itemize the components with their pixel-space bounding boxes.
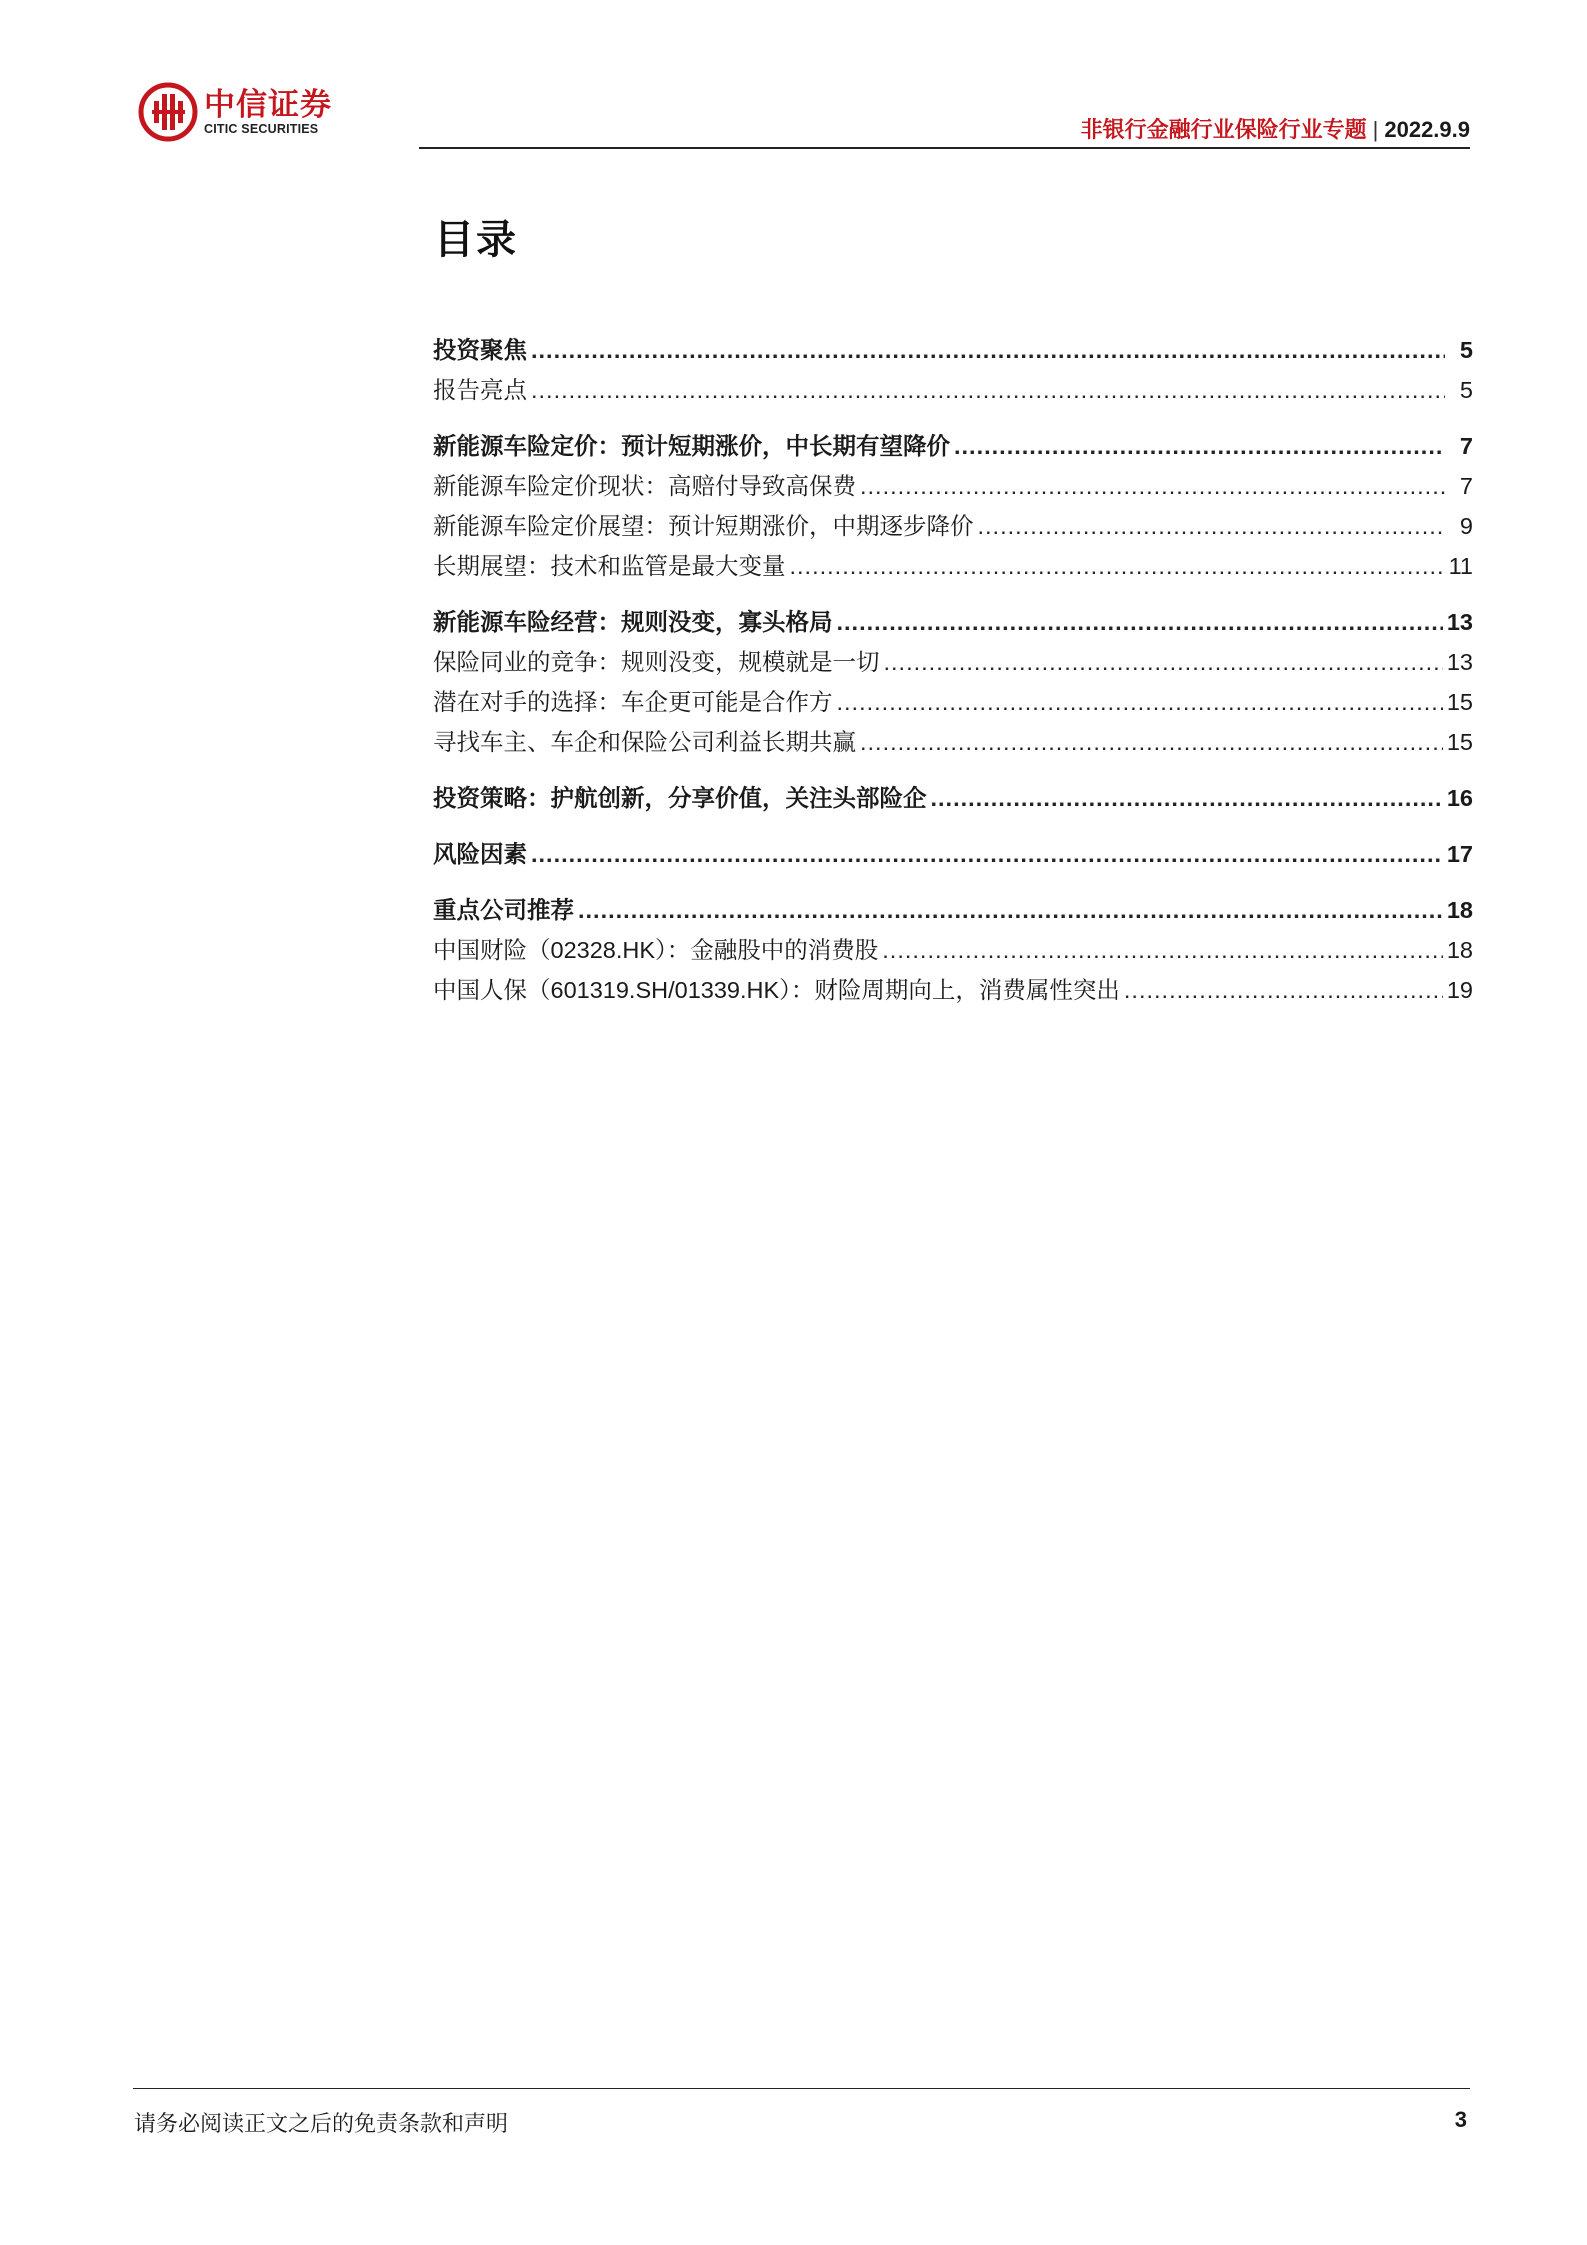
toc-dot-leader	[790, 546, 1445, 586]
toc-entry-text: 新能源车险定价展望：预计短期涨价，中期逐步降价	[433, 513, 974, 539]
toc-entry-page: 18	[1446, 897, 1473, 923]
report-header	[1081, 113, 1470, 144]
toc-entry-page: 13	[1446, 609, 1473, 635]
toc-entry-text: 中国财险（02328.HK）：金融股中的消费股	[433, 937, 879, 963]
table-of-contents	[433, 330, 1473, 1010]
toc-entry-text: 潜在对手的选择：车企更可能是合作方	[433, 689, 833, 715]
toc-entry-text: 重点公司推荐	[433, 897, 574, 923]
toc-entry-major[interactable]	[433, 426, 1473, 466]
toc-dot-leader	[954, 426, 1445, 466]
footer-disclaimer: 请务必阅读正文之后的免责条款和声明	[134, 2111, 509, 2136]
toc-entry-text: 中国人保（601319.SH/01339.HK）：财险周期向上，消费属性突出	[433, 977, 1120, 1003]
toc-entry-page: 5	[1459, 377, 1473, 403]
toc-dot-leader	[1124, 970, 1443, 1010]
toc-entry-page: 19	[1446, 977, 1473, 1003]
toc-entry-page: 16	[1446, 785, 1473, 811]
toc-entry-minor[interactable]	[433, 682, 1473, 722]
toc-dot-leader	[837, 682, 1443, 722]
header-divider	[419, 147, 1470, 149]
toc-dot-leader	[860, 466, 1445, 506]
toc-entry-text: 投资聚焦	[433, 337, 527, 363]
toc-dot-leader	[531, 330, 1445, 370]
toc-heading: 目录	[434, 218, 518, 262]
toc-entry-text: 寻找车主、车企和保险公司利益长期共赢	[433, 729, 856, 755]
toc-entry-page: 15	[1446, 689, 1473, 715]
toc-entry-minor[interactable]	[433, 722, 1473, 762]
toc-dot-leader	[884, 642, 1443, 682]
toc-entry-minor[interactable]	[433, 506, 1473, 546]
toc-entry-page: 7	[1459, 473, 1473, 499]
toc-entry-minor[interactable]	[433, 930, 1473, 970]
toc-entry-major[interactable]	[433, 330, 1473, 370]
header-separator: |	[1372, 117, 1379, 142]
toc-entry-page: 17	[1446, 841, 1473, 867]
toc-entry-page: 15	[1446, 729, 1473, 755]
page-number: 3	[1454, 2107, 1467, 2132]
logo-chinese-name: 中信证券	[204, 87, 332, 122]
citic-logo-icon	[138, 82, 198, 142]
toc-entry-page: 11	[1448, 553, 1473, 579]
toc-entry-page: 9	[1459, 513, 1473, 539]
toc-entry-minor[interactable]	[433, 546, 1473, 586]
toc-entry-minor[interactable]	[433, 466, 1473, 506]
toc-entry-major[interactable]	[433, 778, 1473, 818]
toc-entry-text: 保险同业的竞争：规则没变，规模就是一切	[433, 649, 880, 675]
toc-entry-text: 风险因素	[433, 841, 527, 867]
report-date: 2022.9.9	[1384, 117, 1470, 142]
toc-entry-text: 报告亮点	[433, 377, 527, 403]
toc-entry-text: 新能源车险定价现状：高赔付导致高保费	[433, 473, 856, 499]
toc-dot-leader	[931, 778, 1443, 818]
toc-entry-minor[interactable]	[433, 370, 1473, 410]
toc-dot-leader	[978, 506, 1446, 546]
toc-dot-leader	[882, 930, 1443, 970]
toc-entry-page: 18	[1446, 937, 1473, 963]
toc-entry-major[interactable]	[433, 834, 1473, 874]
company-logo	[138, 82, 332, 142]
toc-dot-leader	[860, 722, 1443, 762]
toc-dot-leader	[578, 890, 1443, 930]
toc-dot-leader	[531, 834, 1443, 874]
toc-entry-text: 长期展望：技术和监管是最大变量	[433, 553, 786, 579]
toc-entry-minor[interactable]	[433, 642, 1473, 682]
toc-entry-text: 新能源车险经营：规则没变，寡头格局	[433, 609, 833, 635]
toc-entry-page: 5	[1459, 337, 1473, 363]
toc-entry-page: 13	[1446, 649, 1473, 675]
toc-entry-text: 新能源车险定价：预计短期涨价，中长期有望降价	[433, 433, 950, 459]
toc-dot-leader	[531, 370, 1445, 410]
toc-entry-text: 投资策略：护航创新，分享价值，关注头部险企	[433, 785, 927, 811]
toc-entry-minor[interactable]	[433, 970, 1473, 1010]
report-title: 非银行金融行业保险行业专题	[1080, 117, 1367, 142]
toc-entry-major[interactable]	[433, 602, 1473, 642]
logo-english-name: CITIC SECURITIES	[204, 122, 319, 136]
toc-entry-major[interactable]	[433, 890, 1473, 930]
toc-entry-page: 7	[1459, 433, 1473, 459]
footer-divider	[133, 2088, 1470, 2089]
toc-dot-leader	[837, 602, 1443, 642]
